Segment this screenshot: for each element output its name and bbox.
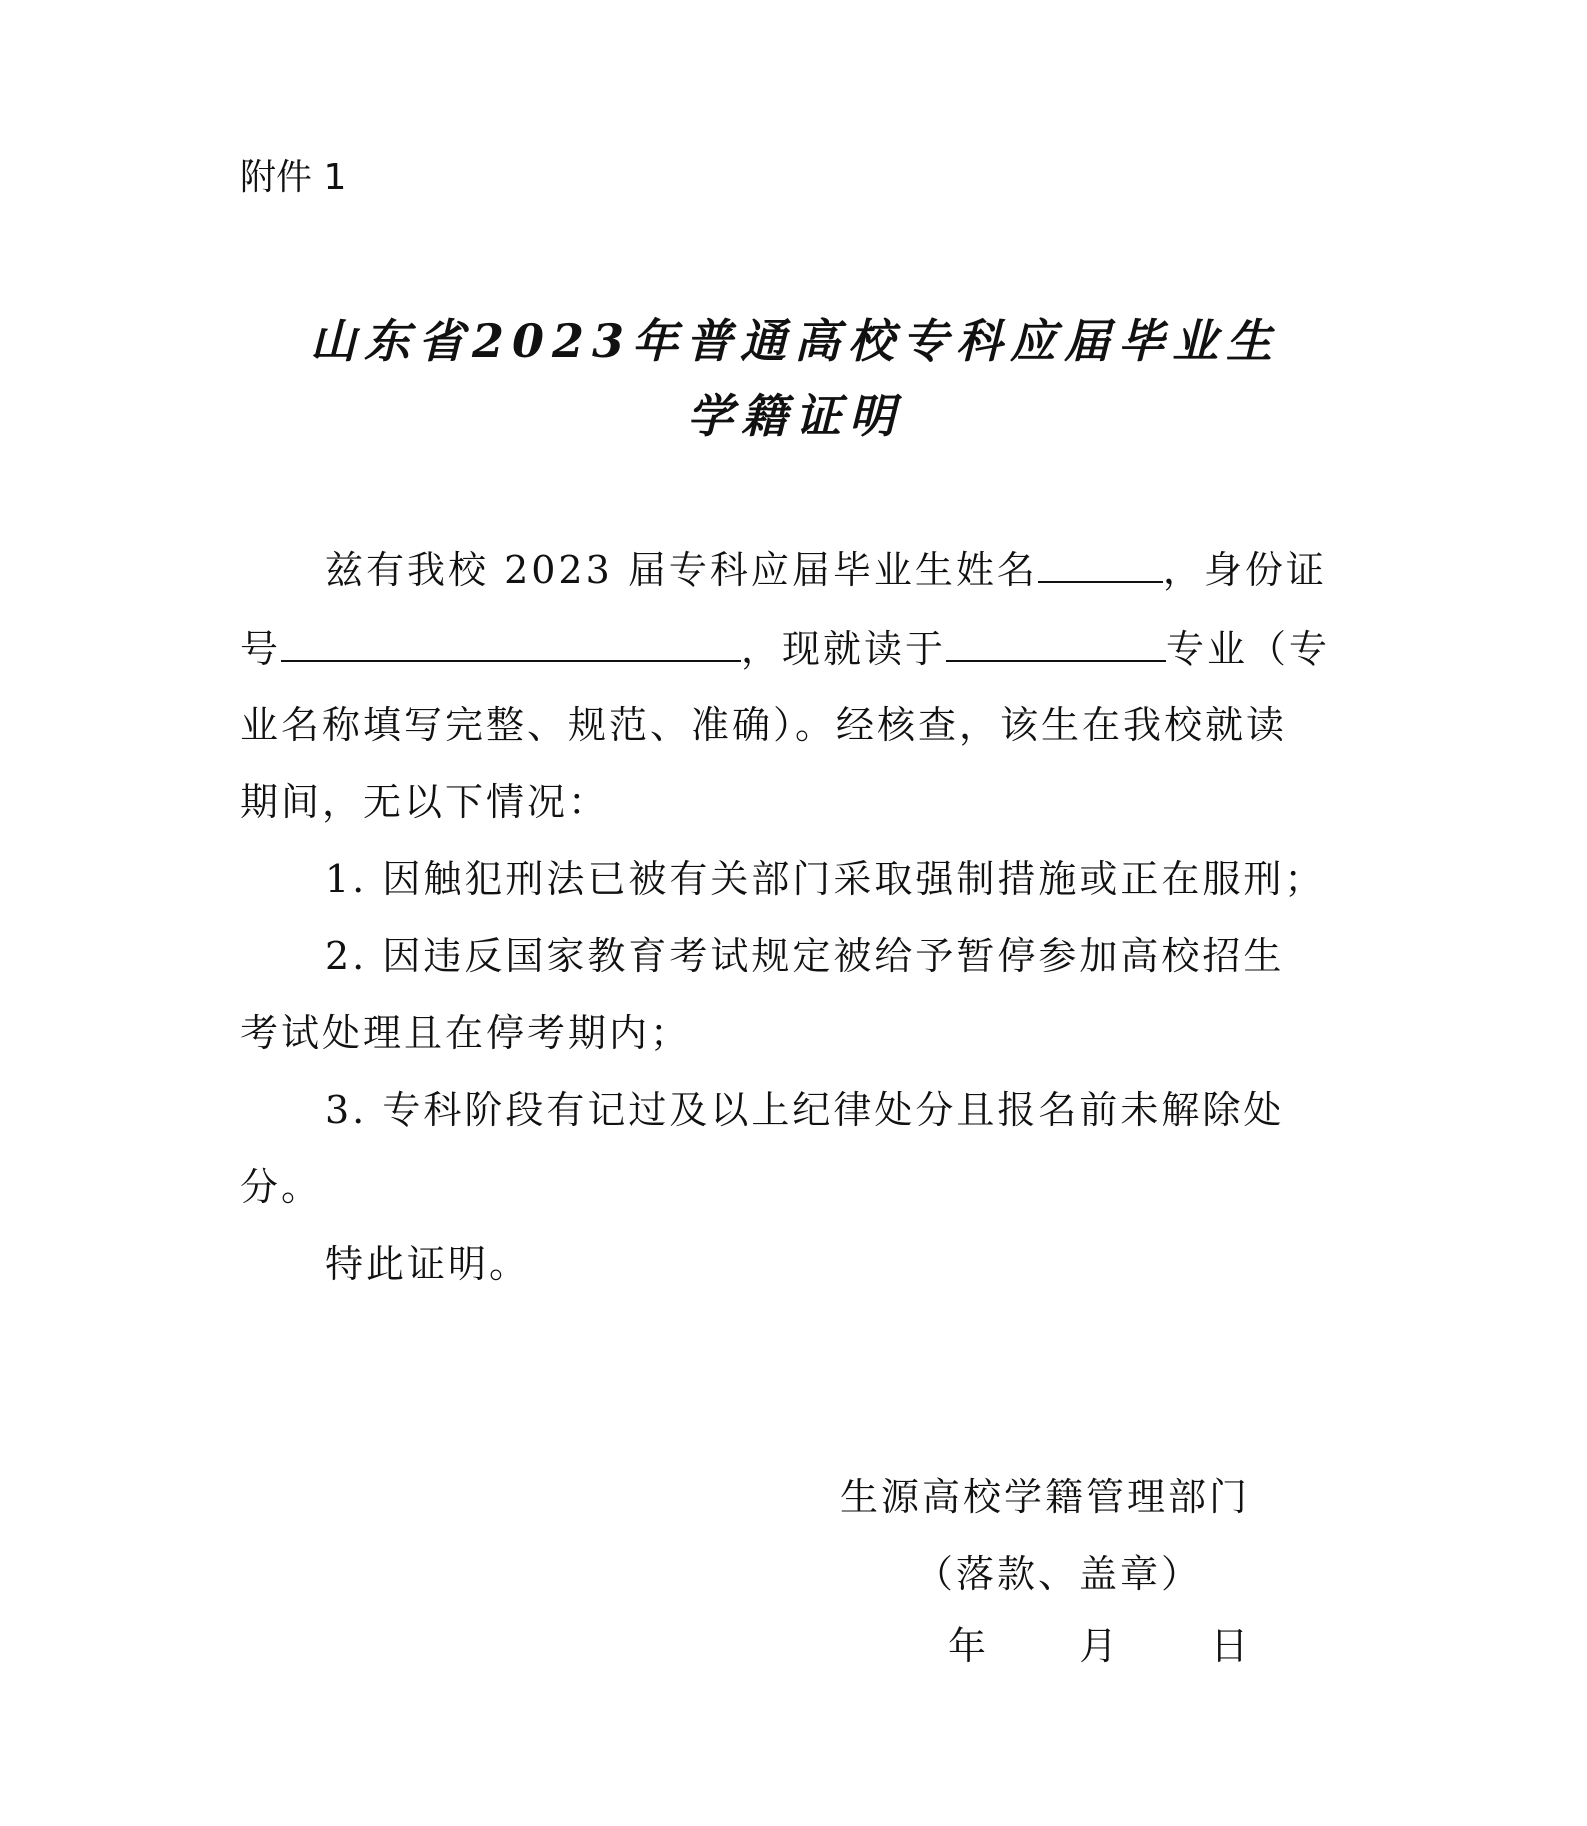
date-month: 月 [1079,1624,1121,1668]
document-title-line2: 学籍证明 [687,389,903,443]
body-text: 兹有我校 2023 届专科应届毕业生姓名 [325,548,1038,592]
body-text: 号 [240,627,282,671]
signature-department: 生源高校学籍管理部门 [840,1475,1251,1519]
body-text: ，现就读于 [741,627,947,671]
attachment-label: 附件 1 [240,157,347,198]
document-title-line1: 山东省2023年普通高校专科应届毕业生 [309,314,1281,368]
id-number-blank [281,624,741,662]
name-blank [1038,545,1163,583]
body-line-1 [325,545,1350,594]
body-text: ，身份证 [1162,548,1327,592]
condition-item-2-cont: 考试处理且在停考期内； [240,1011,692,1055]
condition-item-2: 2. 因违反国家教育考试规定被给予暂停参加高校招生 [325,934,1285,978]
condition-item-3-cont: 分。 [240,1165,323,1209]
closing-statement: 特此证明。 [325,1242,531,1286]
major-blank [946,624,1166,662]
signature-seal-note: （落款、盖章） [915,1552,1203,1596]
body-text: 专业（专 [1166,627,1331,671]
body-line-3: 业名称填写完整、规范、准确）。经核查，该生在我校就读 [240,703,1288,747]
date-day: 日 [1210,1624,1252,1668]
body-line-2 [240,624,1350,673]
signature-date [948,1622,1251,1670]
body-line-4: 期间，无以下情况： [240,780,610,824]
date-year: 年 [948,1624,990,1668]
condition-item-1: 1. 因触犯刑法已被有关部门采取强制措施或正在服刑； [325,857,1326,901]
condition-item-3: 3. 专科阶段有记过及以上纪律处分且报名前未解除处 [325,1088,1285,1132]
